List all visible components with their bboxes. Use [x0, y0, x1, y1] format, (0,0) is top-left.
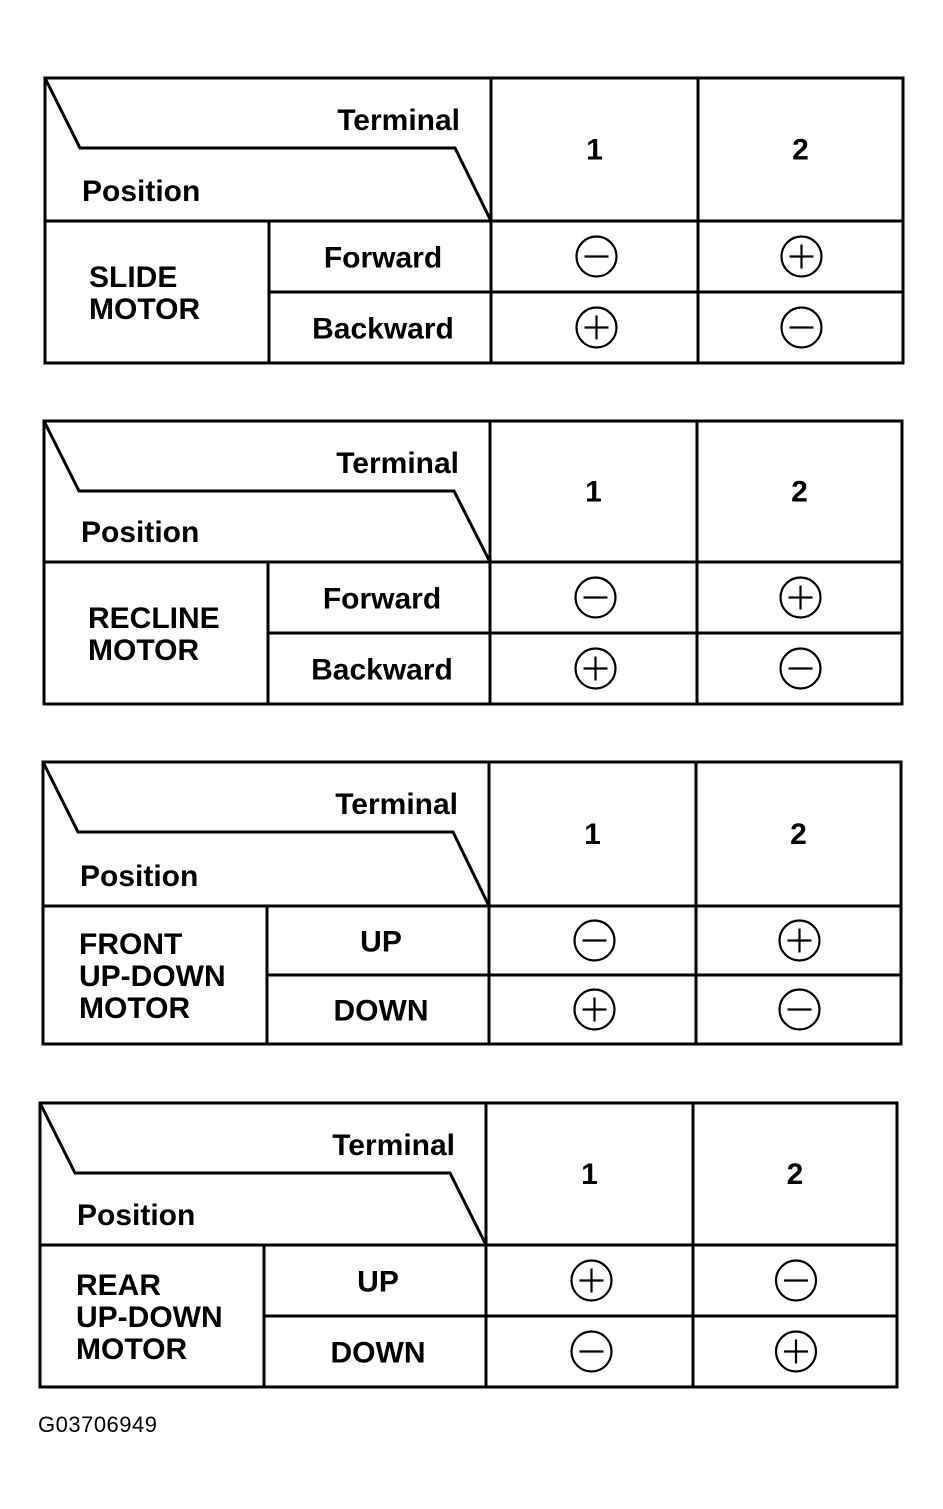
terminal-table: [43, 762, 901, 1044]
terminal-2-header: 2: [790, 818, 807, 851]
position-header-label: Position: [77, 1199, 196, 1232]
motor-name-line: RECLINE: [88, 602, 220, 635]
plus-icon: [782, 237, 822, 277]
position-header-label: Position: [81, 516, 200, 549]
terminal-1-header: 1: [586, 133, 603, 167]
minus-icon: [780, 990, 820, 1030]
motor-name-line: MOTOR: [88, 634, 200, 667]
position-row-label: DOWN: [333, 994, 429, 1028]
terminal-1-header: 1: [585, 475, 602, 509]
motor-name-line: MOTOR: [79, 992, 191, 1025]
plus-icon: [781, 578, 821, 618]
terminal-table: [40, 1103, 897, 1387]
position-header-label: Position: [82, 175, 201, 208]
terminal-table: [45, 78, 903, 363]
position-row-label: UP: [360, 925, 402, 959]
position-header-label: Position: [80, 860, 199, 893]
terminal-header-label: Terminal: [337, 104, 460, 137]
minus-icon: [781, 649, 821, 689]
minus-icon: [576, 578, 616, 618]
position-row-label: Forward: [322, 582, 442, 616]
figure-code: G03706949: [38, 1412, 158, 1437]
position-row-label: Backward: [312, 312, 454, 346]
terminal-2-header: 2: [786, 1158, 804, 1191]
terminal-header-label: Terminal: [332, 1129, 455, 1162]
plus-icon: [572, 1261, 612, 1301]
minus-icon: [575, 921, 615, 961]
plus-icon: [780, 921, 820, 961]
plus-icon: [577, 308, 617, 348]
motor-name-line: FRONT: [79, 928, 183, 961]
motor-name-line: REAR: [76, 1269, 162, 1302]
minus-icon: [577, 237, 617, 277]
terminal-2-header: 2: [791, 475, 808, 509]
terminal-2-header: 2: [792, 133, 809, 167]
terminal-table: [44, 421, 902, 704]
position-row-label: Forward: [323, 241, 443, 275]
terminal-1-header: 1: [584, 818, 601, 851]
position-row-label: Backward: [311, 653, 453, 687]
minus-icon: [776, 1261, 816, 1301]
motor-name-line: UP-DOWN: [79, 960, 226, 993]
minus-icon: [782, 308, 822, 348]
motor-name-line: UP-DOWN: [76, 1301, 223, 1334]
plus-icon: [776, 1332, 816, 1372]
terminal-header-label: Terminal: [336, 447, 459, 480]
plus-icon: [575, 990, 615, 1030]
minus-icon: [572, 1332, 612, 1372]
terminal-1-header: 1: [581, 1158, 598, 1191]
motor-name-line: MOTOR: [89, 293, 201, 326]
motor-name-line: MOTOR: [76, 1333, 188, 1366]
motor-name-line: SLIDE: [89, 261, 178, 294]
position-row-label: DOWN: [330, 1336, 426, 1370]
plus-icon: [576, 649, 616, 689]
position-row-label: UP: [357, 1265, 399, 1299]
terminal-header-label: Terminal: [335, 788, 458, 821]
